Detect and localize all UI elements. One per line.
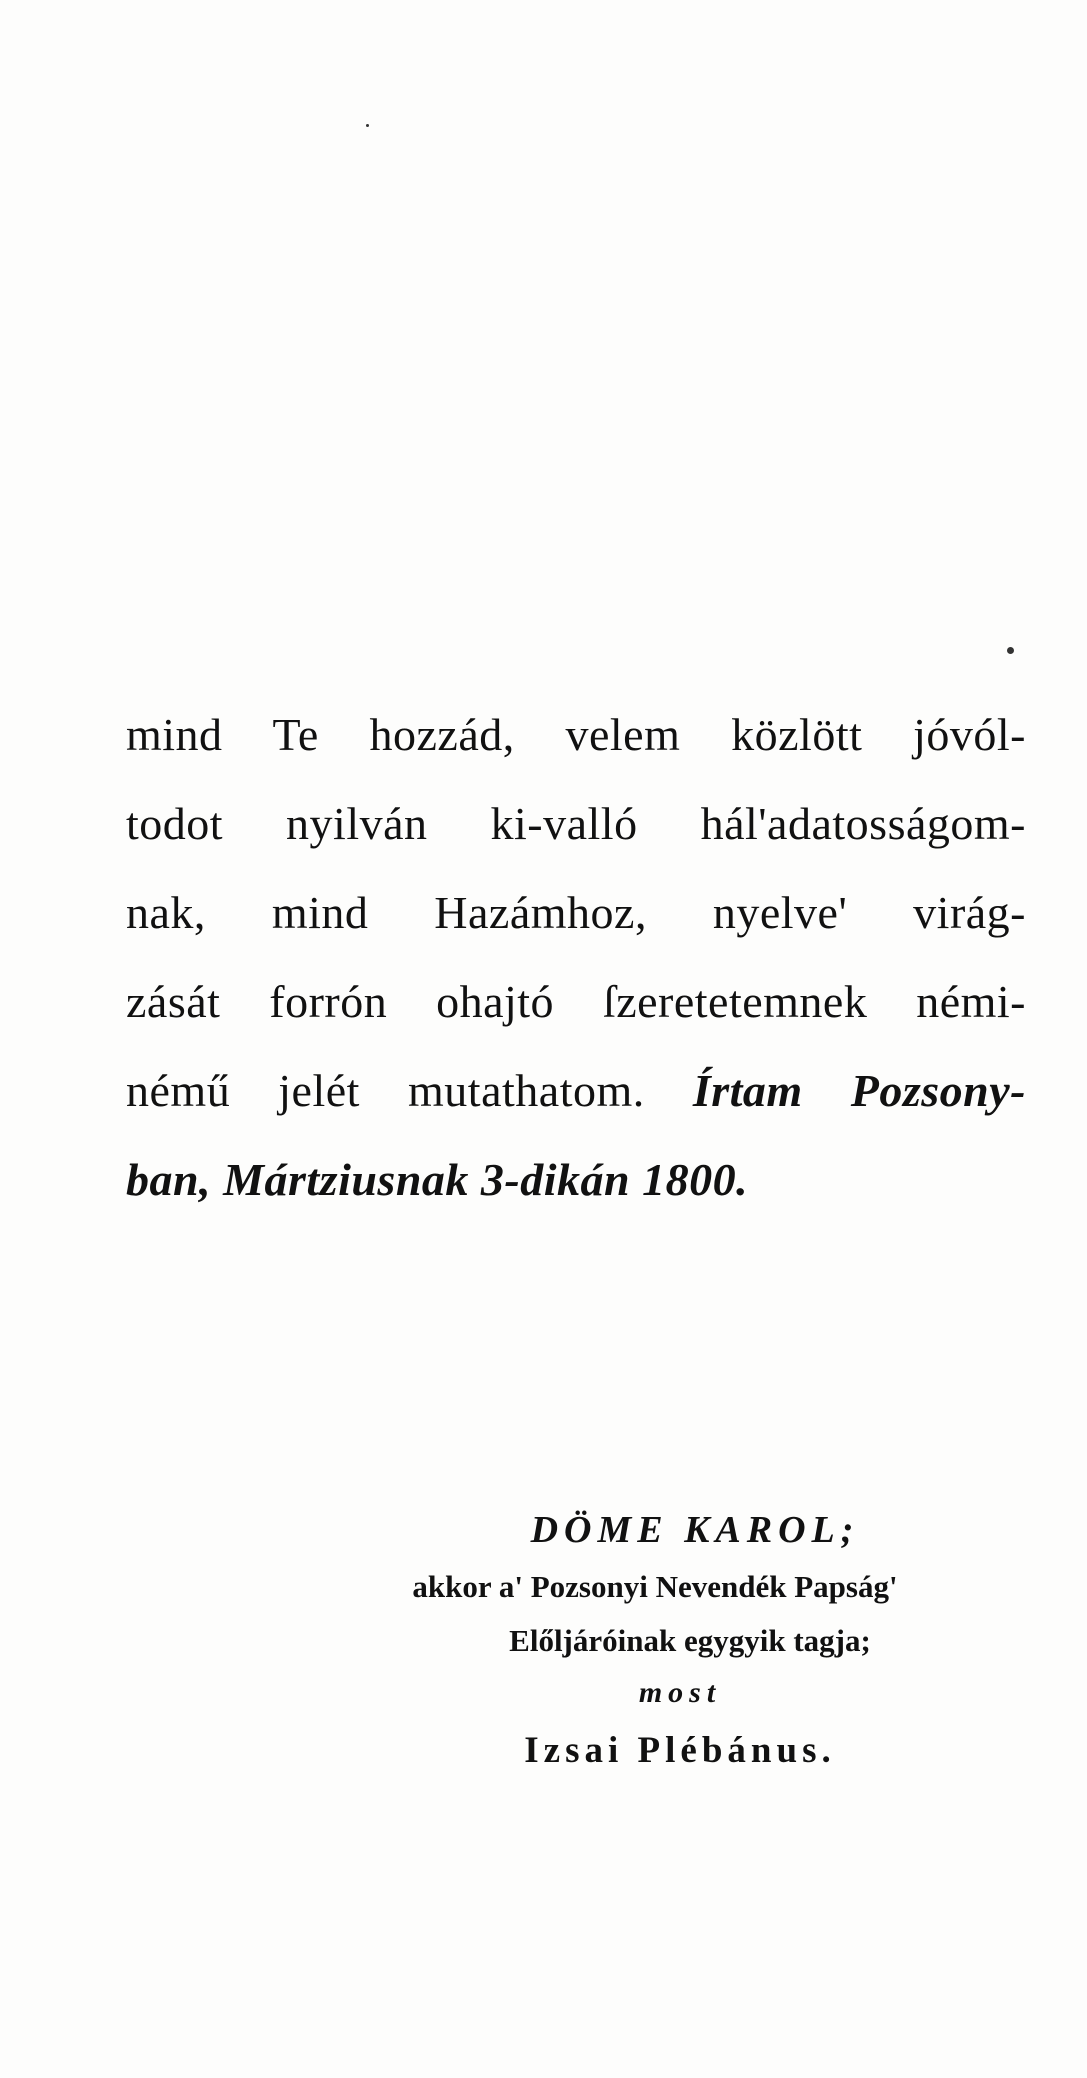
letter-body (126, 690, 1026, 1224)
ink-speck (1007, 647, 1014, 654)
ink-speck (366, 124, 369, 127)
signature-role-line: Előljáróinak egygyik tagja; (509, 1623, 871, 1658)
letter-closing-date: ban, Mártziusnak 3-dikán 1800. (126, 1154, 749, 1205)
letter-line: zását forrón ohajtó ſzeretetemnek némi- (126, 976, 1026, 1027)
letter-line-roman: némű jelét mutathatom. (126, 1065, 645, 1116)
signature-role-line: akkor a' Pozsonyi Nevendék Papság' (412, 1569, 898, 1604)
letter-line-italic: Írtam Pozsony- (692, 1065, 1027, 1116)
letter-line: nak, mind Hazámhoz, nyelve' virág- (126, 887, 1026, 938)
signature-place: Izsai Plébánus. (524, 1730, 836, 1771)
letter-line: todot nyilván ki-valló hál'adatosságom- (126, 798, 1026, 849)
signature-name: DÖME KAROL; (530, 1509, 860, 1551)
letter-line: mind Te hozzád, velem közlött jóvól- (126, 709, 1026, 760)
letter-line (126, 1046, 1026, 1135)
signature-most: most (638, 1676, 722, 1709)
signature-block (380, 1500, 1060, 1784)
